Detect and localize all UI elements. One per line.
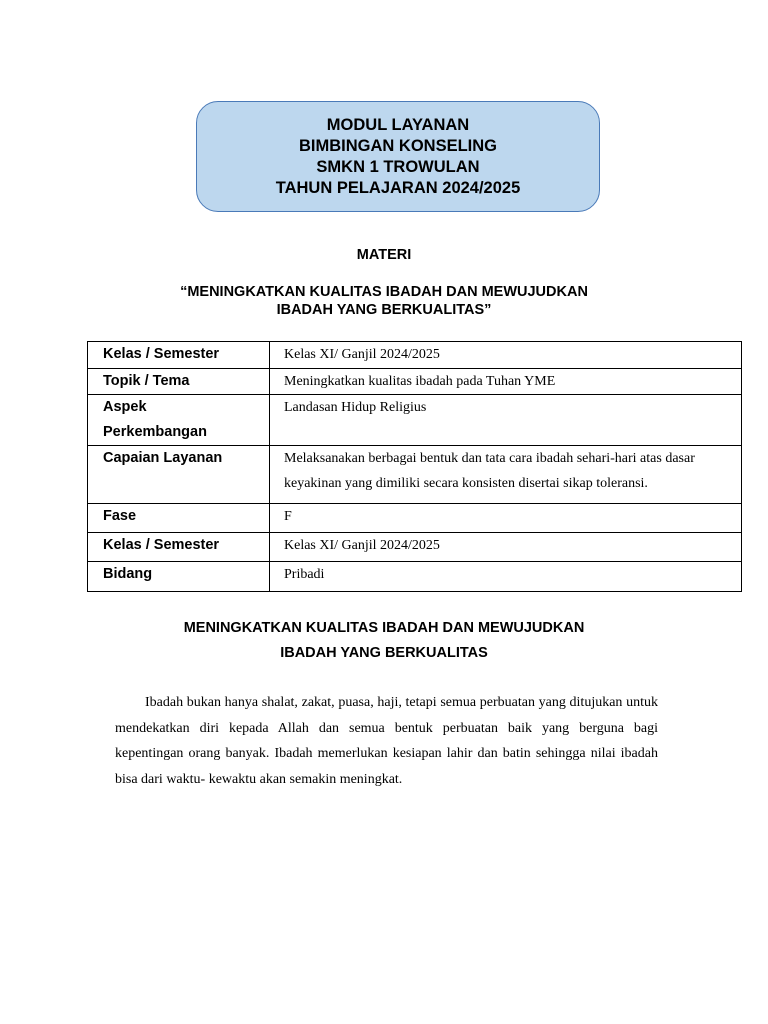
row-label: Capaian Layanan bbox=[88, 446, 270, 504]
header-title-line-2: BIMBINGAN KONSELING bbox=[299, 136, 497, 155]
row-value: Meningkatkan kualitas ibadah pada Tuhan YME bbox=[270, 369, 742, 395]
row-label: Bidang bbox=[88, 562, 270, 592]
row-label: Topik / Tema bbox=[88, 369, 270, 395]
row-value-line-2: keyakinan yang dimiliki secara konsisten disertai sikap toleransi. bbox=[284, 476, 648, 491]
table-row bbox=[88, 562, 742, 592]
table-row bbox=[88, 342, 742, 369]
row-value: Pribadi bbox=[270, 562, 742, 592]
row-value-line-1: Melaksanakan berbagai bentuk dan tata cara ibadah sehari-hari atas dasar bbox=[284, 451, 695, 466]
table-row bbox=[88, 446, 742, 504]
row-value: F bbox=[270, 504, 742, 533]
module-info-table bbox=[87, 341, 742, 592]
materi-title-line-2: IBADAH YANG BERKUALITAS” bbox=[276, 302, 492, 318]
row-value bbox=[270, 446, 742, 504]
header-school-name: SMKN 1 TROWULAN bbox=[316, 157, 480, 176]
table-row bbox=[88, 533, 742, 562]
header-title-line-1: MODUL LAYANAN bbox=[326, 115, 470, 134]
row-label: Fase bbox=[88, 504, 270, 533]
row-value: Kelas XI/ Ganjil 2024/2025 bbox=[270, 533, 742, 562]
materi-heading: MATERI bbox=[356, 247, 412, 263]
row-label: Kelas / Semester bbox=[88, 342, 270, 369]
row-value: Kelas XI/ Ganjil 2024/2025 bbox=[270, 342, 742, 369]
table-row bbox=[88, 369, 742, 395]
materi-title-line-1: “MENINGKATKAN KUALITAS IBADAH DAN MEWUJUDKAN bbox=[180, 284, 588, 300]
section-title-line-2: IBADAH YANG BERKUALITAS bbox=[280, 645, 488, 661]
body-paragraph: Ibadah bukan hanya shalat, zakat, puasa, haji, tetapi semua perbuatan yang ditujukan untuk mendekatkan diri kepada Allah dan semua bentuk perbuatan baik yang berguna bagi kepentingan orang banyak. Ibadah memerlukan kesiapan lahir dan batin sehingga nilai ibadah bisa dari waktu- kewaktu akan semakin meningkat. bbox=[115, 695, 658, 787]
table-row bbox=[88, 395, 742, 446]
row-label bbox=[88, 395, 270, 446]
materi-title bbox=[140, 283, 628, 319]
table-row bbox=[88, 504, 742, 533]
row-value: Landasan Hidup Religius bbox=[270, 395, 742, 446]
module-header-box bbox=[196, 101, 600, 212]
row-label-line-2: Perkembangan bbox=[103, 424, 207, 440]
section-title-line-1: MENINGKATKAN KUALITAS IBADAH DAN MEWUJUDKAN bbox=[183, 620, 585, 636]
row-label: Kelas / Semester bbox=[88, 533, 270, 562]
header-academic-year: TAHUN PELAJARAN 2024/2025 bbox=[275, 178, 521, 197]
row-label-line-1: Aspek bbox=[103, 399, 147, 415]
